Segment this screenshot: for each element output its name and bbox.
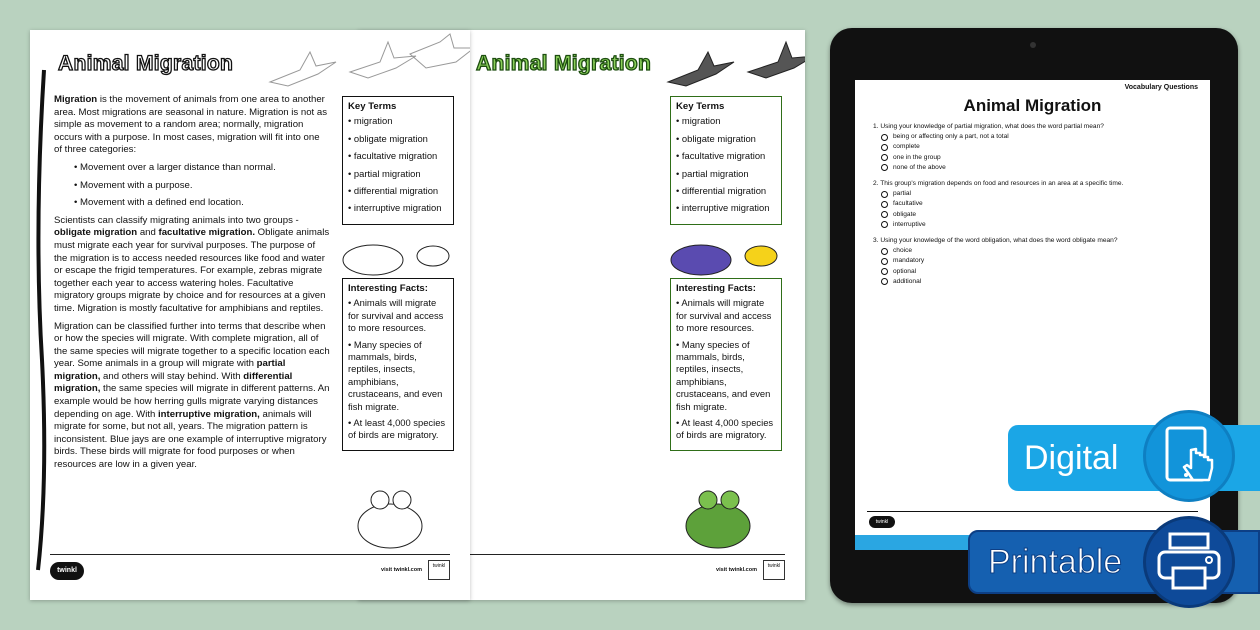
key-term: • interruptive migration (676, 202, 770, 214)
radio-button[interactable] (881, 164, 888, 171)
radio-button[interactable] (881, 134, 888, 141)
footer-divider (50, 554, 450, 555)
answer-option[interactable]: none of the above (881, 163, 1203, 173)
radio-button[interactable] (881, 278, 888, 285)
key-term: • interruptive migration (348, 202, 442, 214)
answer-option[interactable]: obligate (881, 210, 1203, 220)
key-terms-heading: Key Terms (676, 101, 725, 112)
question (873, 236, 1203, 287)
question-text: 2. This group's migration depends on food and resources in an area at a specific time. (873, 180, 1124, 188)
key-terms-heading: Key Terms (348, 101, 397, 112)
key-term: • partial migration (676, 167, 749, 179)
fact-item: • Animals will migrate for survival and access to more resources. (348, 297, 444, 334)
geese-illustration (658, 32, 805, 94)
category-bullet: • Movement with a purpose. (74, 180, 330, 193)
intro-paragraph: Migration is the movement of animals from one area to another area. Most migrations are seasonal in nature. Migration is not as simple as movement to a random area; normally, migration occurs with a purpose. In most cases, migration will fit into one of three categories: (54, 94, 328, 156)
key-term: • differential migration (676, 185, 767, 197)
sheet-title: Animal Migration (963, 96, 1102, 115)
fact-item: • At least 4,000 species of birds are migratory. (676, 417, 774, 441)
radio-button[interactable] (881, 154, 888, 161)
category-bullet: • Movement with a defined end location. (74, 197, 330, 210)
answer-option[interactable]: facultative (881, 199, 1203, 209)
radio-button[interactable] (881, 221, 888, 228)
answer-option[interactable]: complete (881, 142, 1203, 152)
worksheet-title: Animal Migration (476, 52, 652, 75)
groups-paragraph: Scientists can classify migrating animals into two groups - obligate migration and facultative migration. Obligate animals must migrate each year for survival purposes. The purpose of the migration is to access needed resources like food and water or escape the frigid temperatures. For example, zebras migrate together each year to access watering holes. Facultative migratory groups migrate by choice and for resources at a given time. Migration is mostly facultative for amphibians and reptiles. (54, 214, 330, 314)
fact-item: • At least 4,000 species of birds are migratory. (348, 417, 446, 441)
answer-option[interactable]: partial (881, 189, 1203, 199)
category-bullet: • Movement over a larger distance than normal. (74, 162, 330, 175)
answer-option[interactable]: mandatory (881, 256, 1203, 266)
sheet-label: Vocabulary Questions (1124, 84, 1198, 91)
worksheet-title: Animal Migration (58, 52, 234, 75)
key-terms-box (670, 96, 782, 225)
printable-label: Printable (988, 542, 1123, 581)
digital-label: Digital (1024, 438, 1119, 477)
question (873, 122, 1203, 173)
interesting-facts-box (670, 278, 782, 451)
answer-option[interactable]: interruptive (881, 220, 1203, 230)
worksheet-body (54, 94, 330, 477)
fish-illustration (663, 242, 788, 276)
key-term: • obligate migration (348, 132, 428, 144)
radio-button[interactable] (881, 211, 888, 218)
fact-item: • Animals will migrate for survival and access to more resources. (676, 297, 772, 334)
question-text: 3. Using your knowledge of the word obligation, what does the word obligate mean? (873, 237, 1118, 245)
radio-button[interactable] (881, 191, 888, 198)
camera-dot (1030, 42, 1036, 48)
facts-heading: Interesting Facts: (676, 283, 756, 294)
tablet-touch-icon (1143, 410, 1235, 502)
radio-button[interactable] (881, 201, 888, 208)
fact-item: • Many species of mammals, birds, reptiles, insects, amphibians, crustaceans, and even fish migrate. (348, 338, 443, 412)
visit-link[interactable]: visit twinkl.com (716, 567, 757, 573)
category-list (74, 162, 330, 210)
question-list (873, 122, 1203, 293)
key-term: • facultative migration (348, 150, 438, 162)
geese-illustration (260, 32, 470, 94)
key-term: • differential migration (348, 185, 439, 197)
fish-illustration (335, 242, 460, 276)
answer-option[interactable]: being or affecting only a part, not a total (881, 132, 1203, 142)
key-term: • partial migration (348, 167, 421, 179)
key-term: • obligate migration (676, 132, 756, 144)
fact-item: • Many species of mammals, birds, reptiles, insects, amphibians, crustaceans, and even fish migrate. (676, 338, 771, 412)
question (873, 179, 1203, 230)
quality-badge: twinkl (428, 560, 450, 580)
answer-option[interactable]: optional (881, 267, 1203, 277)
quality-badge: twinkl (763, 560, 785, 580)
answer-option[interactable]: additional (881, 277, 1203, 287)
radio-button[interactable] (881, 258, 888, 265)
key-term: • migration (348, 115, 393, 127)
answer-option[interactable]: choice (881, 246, 1203, 256)
radio-button[interactable] (881, 144, 888, 151)
key-term: • migration (676, 115, 721, 127)
interesting-facts-box (342, 278, 454, 451)
key-terms-box (342, 96, 454, 225)
radio-button[interactable] (881, 248, 888, 255)
footer-divider (867, 511, 1198, 512)
question-text: 1. Using your knowledge of partial migration, what does the word partial mean? (873, 123, 1104, 130)
answer-option[interactable]: one in the group (881, 153, 1203, 163)
radio-button[interactable] (881, 268, 888, 275)
terms-paragraph: Migration can be classified further into terms that describe when or how the species will migrate. With complete migration, all of the same species will migrate together to a specific location each year. Some animals in a group will migrate with partial migration, and others will stay behind. With differential migration, the same species will migrate in different patterns. An example would be how herring gulls migrate varying distances depending on age. With interruptive migration, animals will migrate for some, but not all, years. The migration pattern is inconsistent. Blue jays are one example of interruptive migratory birds. These birds will migrate for food purposes or when resources are low in a given year. (54, 320, 330, 471)
visit-link[interactable]: visit twinkl.com (381, 567, 422, 573)
facts-heading: Interesting Facts: (348, 283, 428, 294)
frog-illustration (668, 486, 768, 550)
worksheet-bw-page (30, 30, 470, 600)
printer-icon (1143, 516, 1235, 608)
page-edge-line (30, 30, 50, 600)
twinkl-logo: twinkl (50, 562, 84, 580)
twinkl-logo: twinkl (869, 516, 895, 528)
frog-illustration (340, 486, 440, 550)
key-term: • facultative migration (676, 150, 766, 162)
